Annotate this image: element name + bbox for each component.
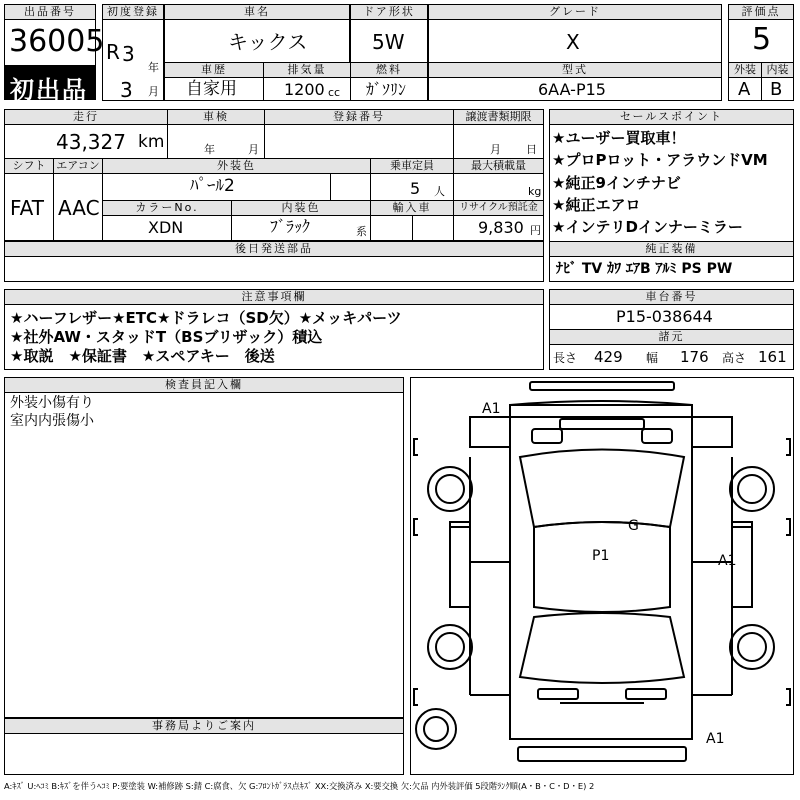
import-label: 輸入車 (370, 200, 454, 216)
fuel-label: 燃料 (350, 62, 428, 78)
model-code: 6AA-P15 (538, 80, 606, 99)
sales-point-5: ★インテリDインナーミラー (552, 218, 743, 236)
ext-color-divider (330, 174, 331, 200)
kei-unit: 系 (356, 225, 367, 238)
exterior-grade: A (738, 79, 751, 100)
sales-point-3: ★純正9インチナビ (552, 174, 681, 192)
inspector-box (4, 392, 404, 718)
vehicle-history: 自家用 (186, 79, 237, 99)
mileage-unit: km (138, 132, 165, 152)
mark-right: A1 (718, 553, 737, 569)
transfer-deadline-label: 譲渡書類期限 (453, 109, 544, 125)
max-load-label: 最大積載量 (453, 158, 544, 174)
inspection-year-unit: 年 (204, 143, 215, 156)
month-unit: 月 (148, 85, 159, 98)
width: 176 (680, 348, 709, 366)
reg-year: 3 (122, 42, 135, 66)
cc-unit: cc (328, 86, 341, 99)
deadline-month-unit: 月 (490, 143, 501, 156)
color-no-label: カラーNo. (102, 200, 232, 216)
note-line-1: ★ハーフレザー★ETC★ドラレコ（SD欠）★メッキパーツ (10, 309, 402, 327)
kg-unit: kg (528, 185, 542, 198)
height-label: 高さ (722, 351, 747, 365)
width-label: 幅 (646, 351, 659, 365)
year-unit: 年 (148, 61, 159, 74)
inspector-label: 検査員記入欄 (4, 377, 404, 393)
grade-label: グレード (428, 4, 722, 20)
shift: FAT (10, 196, 45, 220)
person-unit: 人 (434, 185, 445, 198)
fuel: ｶﾞｿﾘﾝ (366, 80, 407, 99)
aircon-label: エアコン (53, 158, 103, 174)
yen-unit: 円 (530, 224, 541, 237)
displacement-label: 排気量 (263, 62, 351, 78)
lot-no-label: 出品番号 (4, 4, 96, 20)
car-name: キックス (228, 30, 308, 54)
length-label: 長さ (553, 351, 578, 365)
inspector-note-2: 室内内張傷小 (10, 413, 94, 429)
reg-no-box (264, 124, 454, 159)
exterior-label: 外装 (728, 62, 762, 78)
sales-point-2: ★プロPロット・アラウンドVM (552, 151, 768, 169)
deadline-day-unit: 日 (526, 143, 537, 156)
capacity-label: 乗車定員 (370, 158, 454, 174)
lot-number: 36005 (9, 24, 105, 59)
office-label: 事務局よりご案内 (4, 718, 404, 734)
later-parts-box (4, 256, 544, 282)
mark-p1: P1 (592, 548, 610, 564)
ext-color: ﾊﾟｰﾙ2 (190, 176, 235, 196)
mark-g: G (628, 518, 639, 534)
length: 429 (594, 348, 623, 366)
interior-label: 内装 (761, 62, 794, 78)
genuine-equip-label: 純正装備 (549, 241, 794, 257)
chassis-number: P15-038644 (616, 307, 713, 326)
inspection-label: 車検 (167, 109, 265, 125)
mileage: 43,327 (56, 130, 126, 154)
note-line-3: ★取説 ★保証書 ★スペアキー 後送 (10, 347, 275, 365)
door-label: ドア形状 (350, 4, 428, 20)
sales-point-4: ★純正エアロ (552, 196, 641, 214)
legend: A:ｷｽﾞ U:ﾍｺﾐ B:ｷｽﾞを伴うﾍｺﾐ P:要塗装 W:補修跡 S:錆 C:腐食、欠 G:ﾌﾛﾝﾄｶﾞﾗｽ点ｷｽﾞ XX:交換済み X:要交換 欠:欠品 内外装評価 5段階ﾗﾝｸ順(A・B・C・D・E) 2 (4, 781, 595, 791)
first-listing-badge (4, 66, 96, 104)
recycle-label: リサイクル預託金 (453, 200, 544, 216)
int-color: ﾌﾞﾗｯｸ (270, 217, 311, 236)
import-divider (412, 216, 413, 240)
model-label: 型式 (428, 62, 722, 78)
note-line-2: ★社外AW・スタッドT（BSブリザック）積込 (10, 328, 323, 346)
score-label: 評価点 (728, 4, 794, 20)
history-label: 車歴 (164, 62, 264, 78)
reg-no-label: 登録番号 (264, 109, 454, 125)
color-no: XDN (148, 218, 184, 237)
sales-point-1: ★ユーザー買取車！ (552, 129, 686, 147)
inspection-month-unit: 月 (248, 143, 259, 156)
aircon: AAC (58, 196, 100, 220)
interior-grade: B (770, 79, 783, 100)
recycle-fee: 9,830 (478, 218, 524, 237)
int-color-label: 内装色 (231, 200, 371, 216)
first-listing-text: 初出品 (10, 76, 88, 104)
genuine-equipment: ﾅﾋﾞ TV ｶﾜ ｴｱB ｱﾙﾐ PS PW (556, 261, 733, 277)
mileage-label: 走行 (4, 109, 168, 125)
notes-label: 注意事項欄 (4, 289, 544, 305)
grade: X (566, 30, 580, 54)
ext-color-label: 外装色 (102, 158, 371, 174)
displacement: 1200 (284, 80, 325, 99)
car-name-label: 車名 (164, 4, 350, 20)
car-damage-diagram (410, 377, 794, 775)
capacity: 5 (410, 179, 421, 198)
shift-label: シフト (4, 158, 54, 174)
score: 5 (752, 22, 772, 57)
first-reg-label: 初度登録 (102, 4, 164, 20)
mark-rear: A1 (706, 731, 725, 747)
height: 161 (758, 348, 787, 366)
reg-month: 3 (120, 78, 133, 102)
mark-front-left: A1 (482, 401, 501, 417)
era: R (106, 40, 120, 64)
door-type: 5W (372, 30, 405, 54)
office-box (4, 733, 404, 775)
dimensions-label: 諸元 (549, 329, 794, 345)
inspector-note-1: 外装小傷有り (10, 395, 94, 411)
chassis-no-label: 車台番号 (549, 289, 794, 305)
later-parts-label: 後日発送部品 (4, 241, 544, 257)
sales-points-label: セールスポイント (549, 109, 794, 125)
